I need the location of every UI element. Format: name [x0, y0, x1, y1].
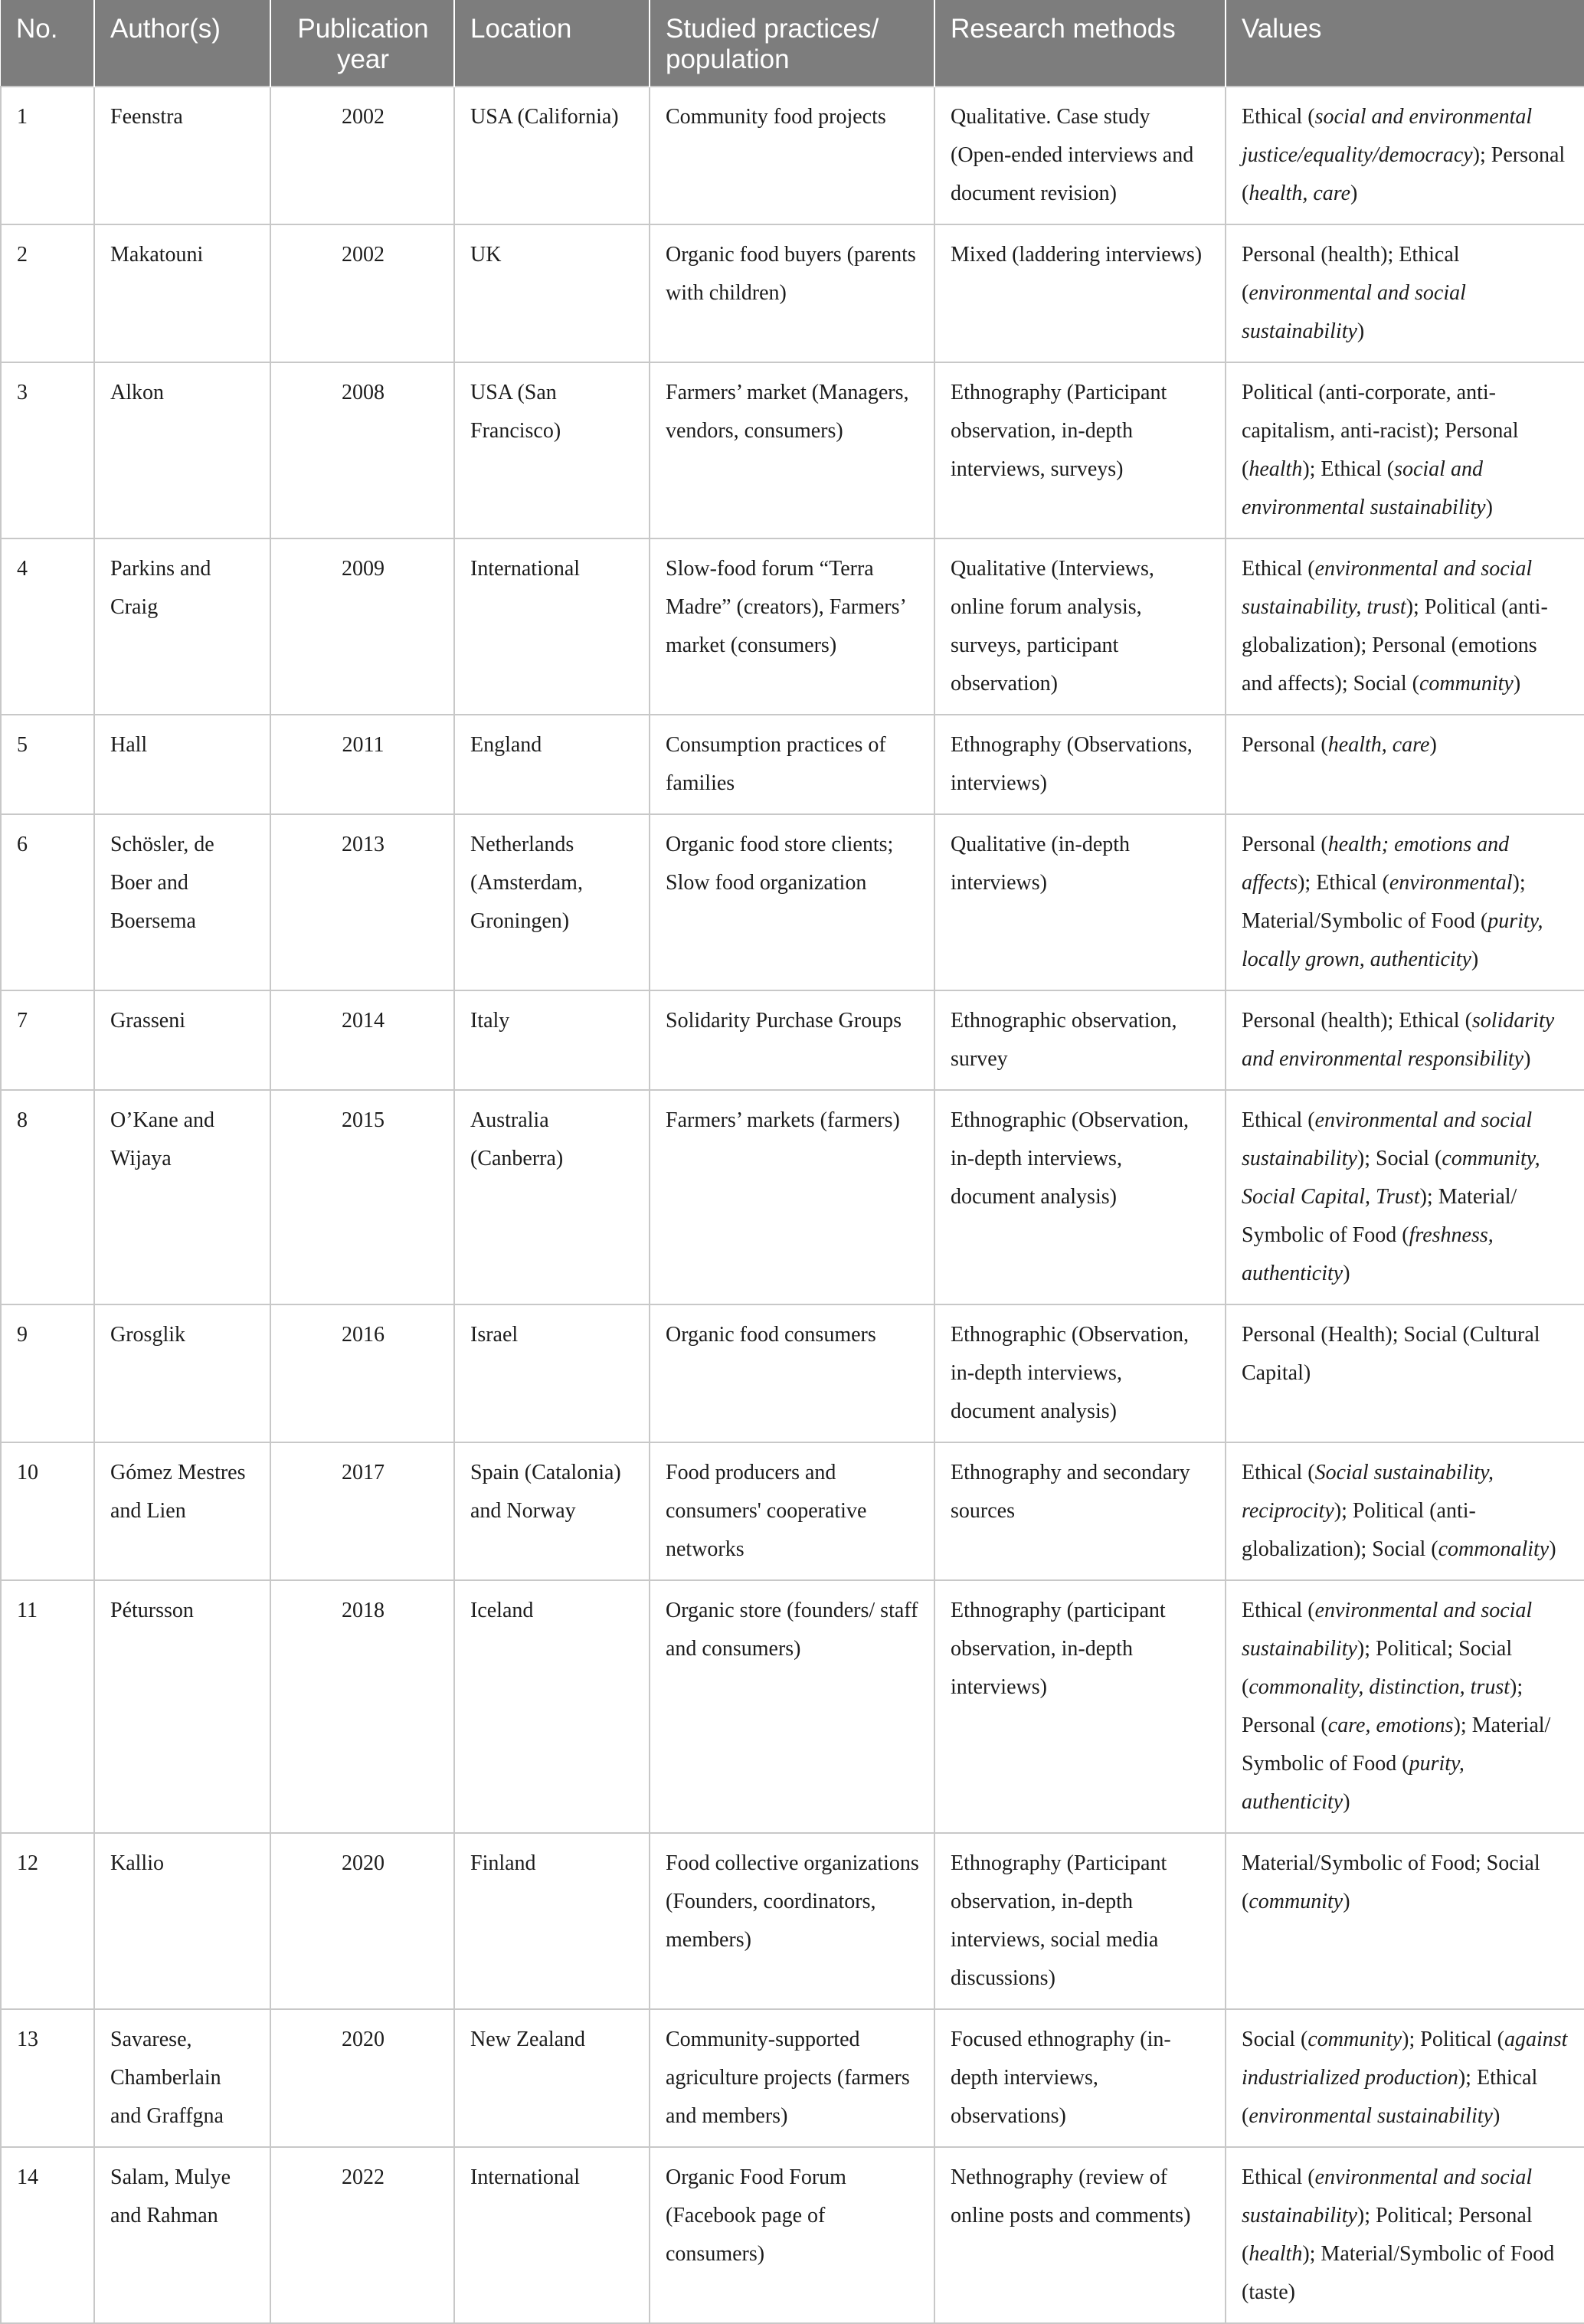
- table-row: [1, 814, 1584, 990]
- values-segment: ): [1350, 182, 1358, 205]
- values-segment: ); Material/Symbolic of Food (taste): [1242, 2242, 1555, 2304]
- cell-studied-practices: Community-supported agriculture projects (farmers and members): [650, 2009, 934, 2147]
- values-segment: Social (: [1242, 2028, 1308, 2051]
- values-italic-segment: social and environmental justice/equality/democracy: [1242, 105, 1533, 167]
- values-segment: Material/Symbolic of Food; Social (: [1242, 1851, 1540, 1913]
- values-segment: ): [1471, 948, 1479, 971]
- values-segment: ): [1523, 1047, 1531, 1071]
- cell-values: [1226, 1442, 1584, 1580]
- values-italic-segment: environmental and social sustainability: [1242, 1599, 1533, 1661]
- cell-research-methods: Nethnography (review of online posts and comments): [934, 2147, 1226, 2323]
- cell-research-methods: Ethnographic (Observation, in-depth interviews, document analysis): [934, 1090, 1226, 1304]
- cell-studied-practices: Food producers and consumers' cooperative networks: [650, 1442, 934, 1580]
- table-row: [1, 1304, 1584, 1442]
- values-italic-segment: purity, authenticity: [1242, 1752, 1465, 1814]
- cell-location: Spain (Catalonia) and Norway: [454, 1442, 650, 1580]
- cell-publication-year: 2014: [270, 990, 454, 1090]
- cell-authors: Grosglik: [94, 1304, 270, 1442]
- values-italic-segment: community: [1249, 1890, 1343, 1913]
- values-italic-segment: freshness, authenticity: [1242, 1223, 1494, 1285]
- cell-authors: Savarese, Chamberlain and Graffgna: [94, 2009, 270, 2147]
- values-italic-segment: commonality: [1438, 1537, 1550, 1561]
- values-segment: Personal (: [1242, 733, 1328, 757]
- cell-values: [1226, 814, 1584, 990]
- cell-studied-practices: Farmers’ markets (farmers): [650, 1090, 934, 1304]
- values-segment: ): [1357, 319, 1365, 343]
- cell-publication-year: 2020: [270, 1833, 454, 2009]
- values-segment: Ethical (: [1242, 1599, 1315, 1622]
- values-italic-segment: health: [1249, 2242, 1303, 2266]
- cell-location: International: [454, 2147, 650, 2323]
- cell-publication-year: 2015: [270, 1090, 454, 1304]
- values-segment: Ethical (: [1242, 1461, 1315, 1484]
- cell-location: Netherlands (Amsterdam, Groningen): [454, 814, 650, 990]
- cell-studied-practices: Slow-food forum “Terra Madre” (creators), Farmers’ market (consumers): [650, 538, 934, 715]
- values-italic-segment: health, care: [1249, 182, 1351, 205]
- values-italic-segment: community: [1419, 672, 1514, 696]
- values-italic-segment: solidarity and environmental responsibility: [1242, 1009, 1555, 1071]
- table-body: [1, 87, 1584, 2323]
- header-research-methods: Research methods: [934, 0, 1226, 87]
- values-italic-segment: health, care: [1327, 733, 1430, 757]
- values-segment: Personal (health); Ethical (: [1242, 1009, 1472, 1033]
- cell-values: [1226, 1580, 1584, 1833]
- values-segment: Ethical (: [1242, 2165, 1315, 2189]
- header-values: Values: [1226, 0, 1584, 87]
- values-italic-segment: against industrialized production: [1242, 2028, 1568, 2090]
- cell-authors: Kallio: [94, 1833, 270, 2009]
- header-no: No.: [1, 0, 94, 87]
- cell-number: 7: [1, 990, 94, 1090]
- cell-values: [1226, 1090, 1584, 1304]
- values-segment: ); Personal (: [1242, 1675, 1523, 1737]
- cell-authors: Pétursson: [94, 1580, 270, 1833]
- cell-authors: Alkon: [94, 362, 270, 538]
- table-row: [1, 715, 1584, 814]
- cell-values: [1226, 362, 1584, 538]
- values-italic-segment: environmental and social sustainability: [1242, 281, 1466, 343]
- cell-publication-year: 2002: [270, 224, 454, 362]
- values-segment: Ethical (: [1242, 557, 1315, 581]
- cell-location: Italy: [454, 990, 650, 1090]
- values-segment: ): [1549, 1537, 1556, 1561]
- values-segment: ); Social (: [1357, 1147, 1442, 1170]
- values-segment: ): [1343, 1262, 1350, 1285]
- values-segment: ): [1343, 1890, 1350, 1913]
- cell-authors: Salam, Mulye and Rahman: [94, 2147, 270, 2323]
- table-row: [1, 538, 1584, 715]
- values-segment: ); Material/ Symbolic of Food (: [1242, 1714, 1551, 1776]
- cell-studied-practices: Community food projects: [650, 87, 934, 224]
- values-segment: Political (anti-corporate, anti-capitalism, anti-racist); Personal (: [1242, 381, 1519, 481]
- cell-studied-practices: Organic store (founders/ staff and consumers): [650, 1580, 934, 1833]
- cell-authors: O’Kane and Wijaya: [94, 1090, 270, 1304]
- cell-values: [1226, 1833, 1584, 2009]
- cell-authors: Makatouni: [94, 224, 270, 362]
- values-italic-segment: community, Social Capital, Trust: [1242, 1147, 1540, 1209]
- values-segment: ); Political; Social (: [1242, 1637, 1513, 1699]
- cell-publication-year: 2009: [270, 538, 454, 715]
- cell-location: USA (California): [454, 87, 650, 224]
- values-segment: ): [1485, 496, 1493, 519]
- values-segment: ); Political (anti-globalization); Personal (emotions and affects); Social (: [1242, 595, 1548, 696]
- cell-research-methods: Ethnography and secondary sources: [934, 1442, 1226, 1580]
- cell-number: 1: [1, 87, 94, 224]
- cell-publication-year: 2020: [270, 2009, 454, 2147]
- table-row: [1, 2147, 1584, 2323]
- values-italic-segment: environmental and social sustainability: [1242, 2165, 1533, 2227]
- values-italic-segment: community: [1307, 2028, 1402, 2051]
- cell-number: 13: [1, 2009, 94, 2147]
- values-segment: ); Ethical (: [1242, 2066, 1538, 2128]
- cell-location: UK: [454, 224, 650, 362]
- values-italic-segment: Social sustainability, reciprocity: [1242, 1461, 1494, 1523]
- cell-publication-year: 2022: [270, 2147, 454, 2323]
- table-header: [1, 0, 1584, 87]
- header-row: [1, 0, 1584, 87]
- values-segment: ); Ethical (: [1298, 871, 1389, 895]
- values-segment: Personal (health); Ethical (: [1242, 243, 1460, 305]
- table-row: [1, 362, 1584, 538]
- cell-number: 5: [1, 715, 94, 814]
- header-location: Location: [454, 0, 650, 87]
- cell-number: 11: [1, 1580, 94, 1833]
- values-segment: ); Material/Symbolic of Food (: [1242, 871, 1526, 933]
- cell-research-methods: Ethnography (Participant observation, in-depth interviews, surveys): [934, 362, 1226, 538]
- cell-authors: Gómez Mestres and Lien: [94, 1442, 270, 1580]
- cell-research-methods: Ethnographic (Observation, in-depth interviews, document analysis): [934, 1304, 1226, 1442]
- cell-research-methods: Ethnographic observation, survey: [934, 990, 1226, 1090]
- header-studied-practices: Studied practices/ population: [650, 0, 934, 87]
- values-italic-segment: social and environmental sustainability: [1242, 457, 1486, 519]
- cell-authors: Parkins and Craig: [94, 538, 270, 715]
- cell-location: USA (San Francisco): [454, 362, 650, 538]
- values-italic-segment: commonality, distinction, trust: [1249, 1675, 1510, 1699]
- values-italic-segment: environmental: [1389, 871, 1513, 895]
- cell-studied-practices: Food collective organizations (Founders, coordinators, members): [650, 1833, 934, 2009]
- cell-research-methods: Ethnography (participant observation, in-depth interviews): [934, 1580, 1226, 1833]
- cell-studied-practices: Consumption practices of families: [650, 715, 934, 814]
- values-segment: ): [1513, 672, 1521, 696]
- cell-values: [1226, 715, 1584, 814]
- values-italic-segment: care, emotions: [1327, 1714, 1454, 1737]
- cell-number: 6: [1, 814, 94, 990]
- values-segment: ); Personal (: [1242, 143, 1566, 205]
- cell-authors: Schösler, de Boer and Boersema: [94, 814, 270, 990]
- cell-values: [1226, 538, 1584, 715]
- cell-publication-year: 2008: [270, 362, 454, 538]
- cell-location: Australia (Canberra): [454, 1090, 650, 1304]
- cell-number: 10: [1, 1442, 94, 1580]
- cell-research-methods: Mixed (laddering interviews): [934, 224, 1226, 362]
- values-segment: Ethical (: [1242, 1108, 1315, 1132]
- cell-authors: Feenstra: [94, 87, 270, 224]
- cell-values: [1226, 990, 1584, 1090]
- cell-studied-practices: Organic Food Forum (Facebook page of consumers): [650, 2147, 934, 2323]
- cell-publication-year: 2018: [270, 1580, 454, 1833]
- table-row: [1, 2009, 1584, 2147]
- cell-values: [1226, 2147, 1584, 2323]
- values-italic-segment: health; emotions and affects: [1242, 833, 1510, 895]
- cell-publication-year: 2011: [270, 715, 454, 814]
- values-segment: ); Political (anti-globalization); Social (: [1242, 1499, 1476, 1561]
- table-row: [1, 224, 1584, 362]
- values-italic-segment: environmental and social sustainability: [1242, 1108, 1533, 1170]
- cell-number: 9: [1, 1304, 94, 1442]
- values-segment: Ethical (: [1242, 105, 1315, 129]
- cell-research-methods: Focused ethnography (in-depth interviews, observations): [934, 2009, 1226, 2147]
- cell-location: Finland: [454, 1833, 650, 2009]
- cell-publication-year: 2016: [270, 1304, 454, 1442]
- cell-number: 4: [1, 538, 94, 715]
- cell-number: 14: [1, 2147, 94, 2323]
- cell-location: Iceland: [454, 1580, 650, 1833]
- cell-publication-year: 2017: [270, 1442, 454, 1580]
- table-row: [1, 1833, 1584, 2009]
- cell-number: 2: [1, 224, 94, 362]
- cell-values: [1226, 1304, 1584, 1442]
- cell-authors: Grasseni: [94, 990, 270, 1090]
- header-authors: Author(s): [94, 0, 270, 87]
- cell-values: [1226, 224, 1584, 362]
- values-segment: ); Ethical (: [1302, 457, 1395, 481]
- cell-location: Israel: [454, 1304, 650, 1442]
- table-row: [1, 1580, 1584, 1833]
- values-italic-segment: purity, locally grown, authenticity: [1242, 909, 1543, 971]
- values-segment: Personal (: [1242, 833, 1328, 856]
- cell-studied-practices: Organic food buyers (parents with children): [650, 224, 934, 362]
- cell-location: New Zealand: [454, 2009, 650, 2147]
- values-segment: ): [1343, 1790, 1350, 1814]
- cell-values: [1226, 2009, 1584, 2147]
- values-segment: ): [1429, 733, 1437, 757]
- cell-studied-practices: Organic food store clients; Slow food organization: [650, 814, 934, 990]
- values-segment: Personal (Health); Social (Cultural Capital): [1242, 1323, 1540, 1385]
- table-row: [1, 990, 1584, 1090]
- cell-publication-year: 2002: [270, 87, 454, 224]
- cell-studied-practices: Solidarity Purchase Groups: [650, 990, 934, 1090]
- values-italic-segment: health: [1249, 457, 1303, 481]
- cell-studied-practices: Farmers’ market (Managers, vendors, consumers): [650, 362, 934, 538]
- values-italic-segment: environmental sustainability: [1249, 2104, 1493, 2128]
- values-segment: ); Political (: [1402, 2028, 1504, 2051]
- cell-number: 12: [1, 1833, 94, 2009]
- cell-research-methods: Ethnography (Participant observation, in-depth interviews, social media discussions): [934, 1833, 1226, 2009]
- table-row: [1, 87, 1584, 224]
- table-row: [1, 1442, 1584, 1580]
- header-publication-year: Publication year: [270, 0, 454, 87]
- cell-research-methods: Qualitative. Case study (Open-ended interviews and document revision): [934, 87, 1226, 224]
- cell-location: England: [454, 715, 650, 814]
- values-segment: ); Material/ Symbolic of Food (: [1242, 1185, 1517, 1247]
- cell-number: 8: [1, 1090, 94, 1304]
- cell-authors: Hall: [94, 715, 270, 814]
- values-segment: ): [1492, 2104, 1501, 2128]
- cell-number: 3: [1, 362, 94, 538]
- cell-research-methods: Qualitative (in-depth interviews): [934, 814, 1226, 990]
- values-italic-segment: environmental and social sustainability, trust: [1242, 557, 1533, 619]
- cell-studied-practices: Organic food consumers: [650, 1304, 934, 1442]
- cell-research-methods: Qualitative (Interviews, online forum analysis, surveys, participant observation): [934, 538, 1226, 715]
- cell-research-methods: Ethnography (Observations, interviews): [934, 715, 1226, 814]
- values-segment: ); Political; Personal (: [1242, 2204, 1533, 2266]
- cell-values: [1226, 87, 1584, 224]
- cell-location: International: [454, 538, 650, 715]
- table-row: [1, 1090, 1584, 1304]
- cell-publication-year: 2013: [270, 814, 454, 990]
